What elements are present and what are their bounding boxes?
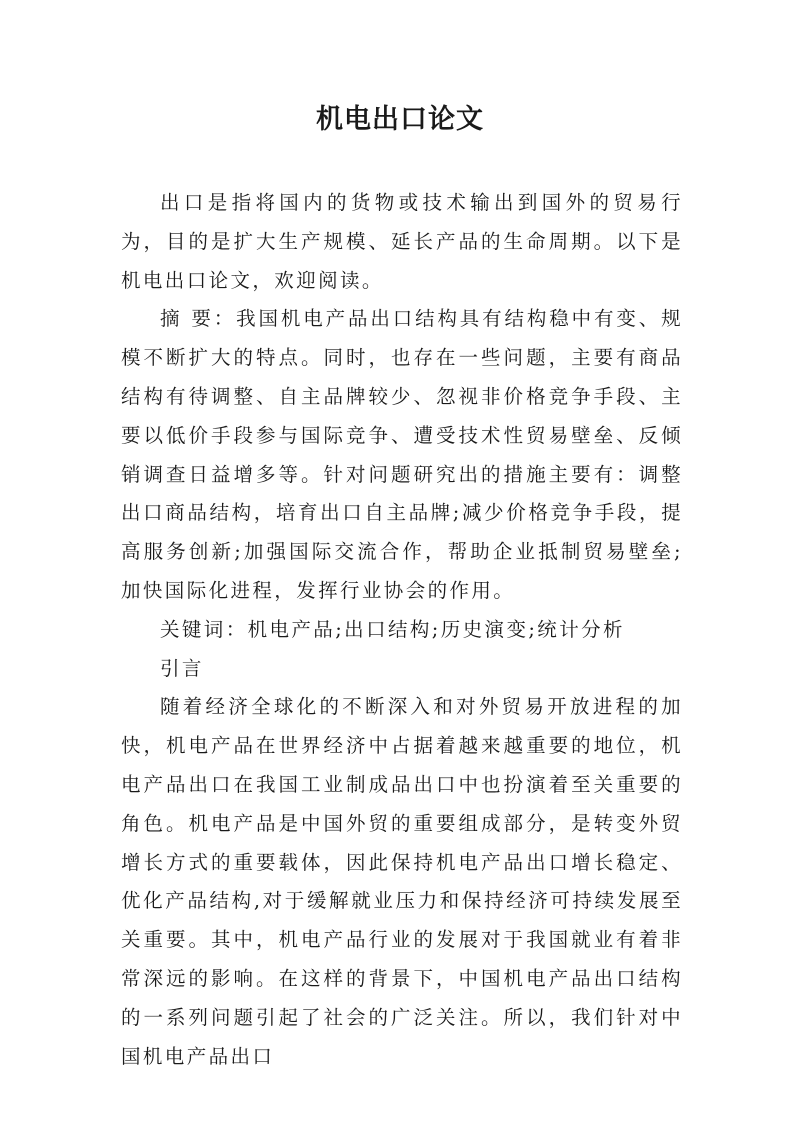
keywords-paragraph: 关键词：机电产品;出口结构;历史演变;统计分析 bbox=[160, 617, 625, 641]
abstract-paragraph: 摘 要：我国机电产品出口结构具有结构稳中有变、规模不断扩大的特点。同时，也存在一些问题，主要有商品结构有待调整、自主品牌较少、忽视非价格竞争手段、主要以低价手段参与国际竞争、遭受技术性贸易壁垒、反倾销调查日益增多等。针对问题研究出的措施主要有：调整出口商品结构，培育出口自主品牌;减少价格竞争手段，提高服务创新;加强国际交流合作，帮助企业抵制贸易壁垒;加快国际化进程，发挥行业协会的作用。 bbox=[121, 307, 683, 602]
section-heading-introduction: 引言 bbox=[160, 656, 204, 680]
introduction-paragraph: 随着经济全球化的不断深入和对外贸易开放进程的加快，机电产品在世界经济中占据着越来越重要的地位，机电产品出口在我国工业制成品出口中也扮演着至关重要的角色。机电产品是中国外贸的重要组成部分，是转变外贸增长方式的重要载体，因此保持机电产品出口增长稳定、优化产品结构,对于缓解就业压力和保持经济可持续发展至关重要。其中，机电产品行业的发展对于我国就业有着非常深远的影响。在这样的背景下，中国机电产品出口结构的一系列问题引起了社会的广泛关注。所以，我们针对中国机电产品出口 bbox=[121, 695, 683, 1068]
document-body bbox=[121, 184, 683, 1076]
intro-paragraph: 出口是指将国内的货物或技术输出到国外的贸易行为，目的是扩大生产规模、延长产品的生命周期。以下是机电出口论文，欢迎阅读。 bbox=[121, 191, 683, 292]
document-title: 机电出口论文 bbox=[316, 104, 484, 135]
